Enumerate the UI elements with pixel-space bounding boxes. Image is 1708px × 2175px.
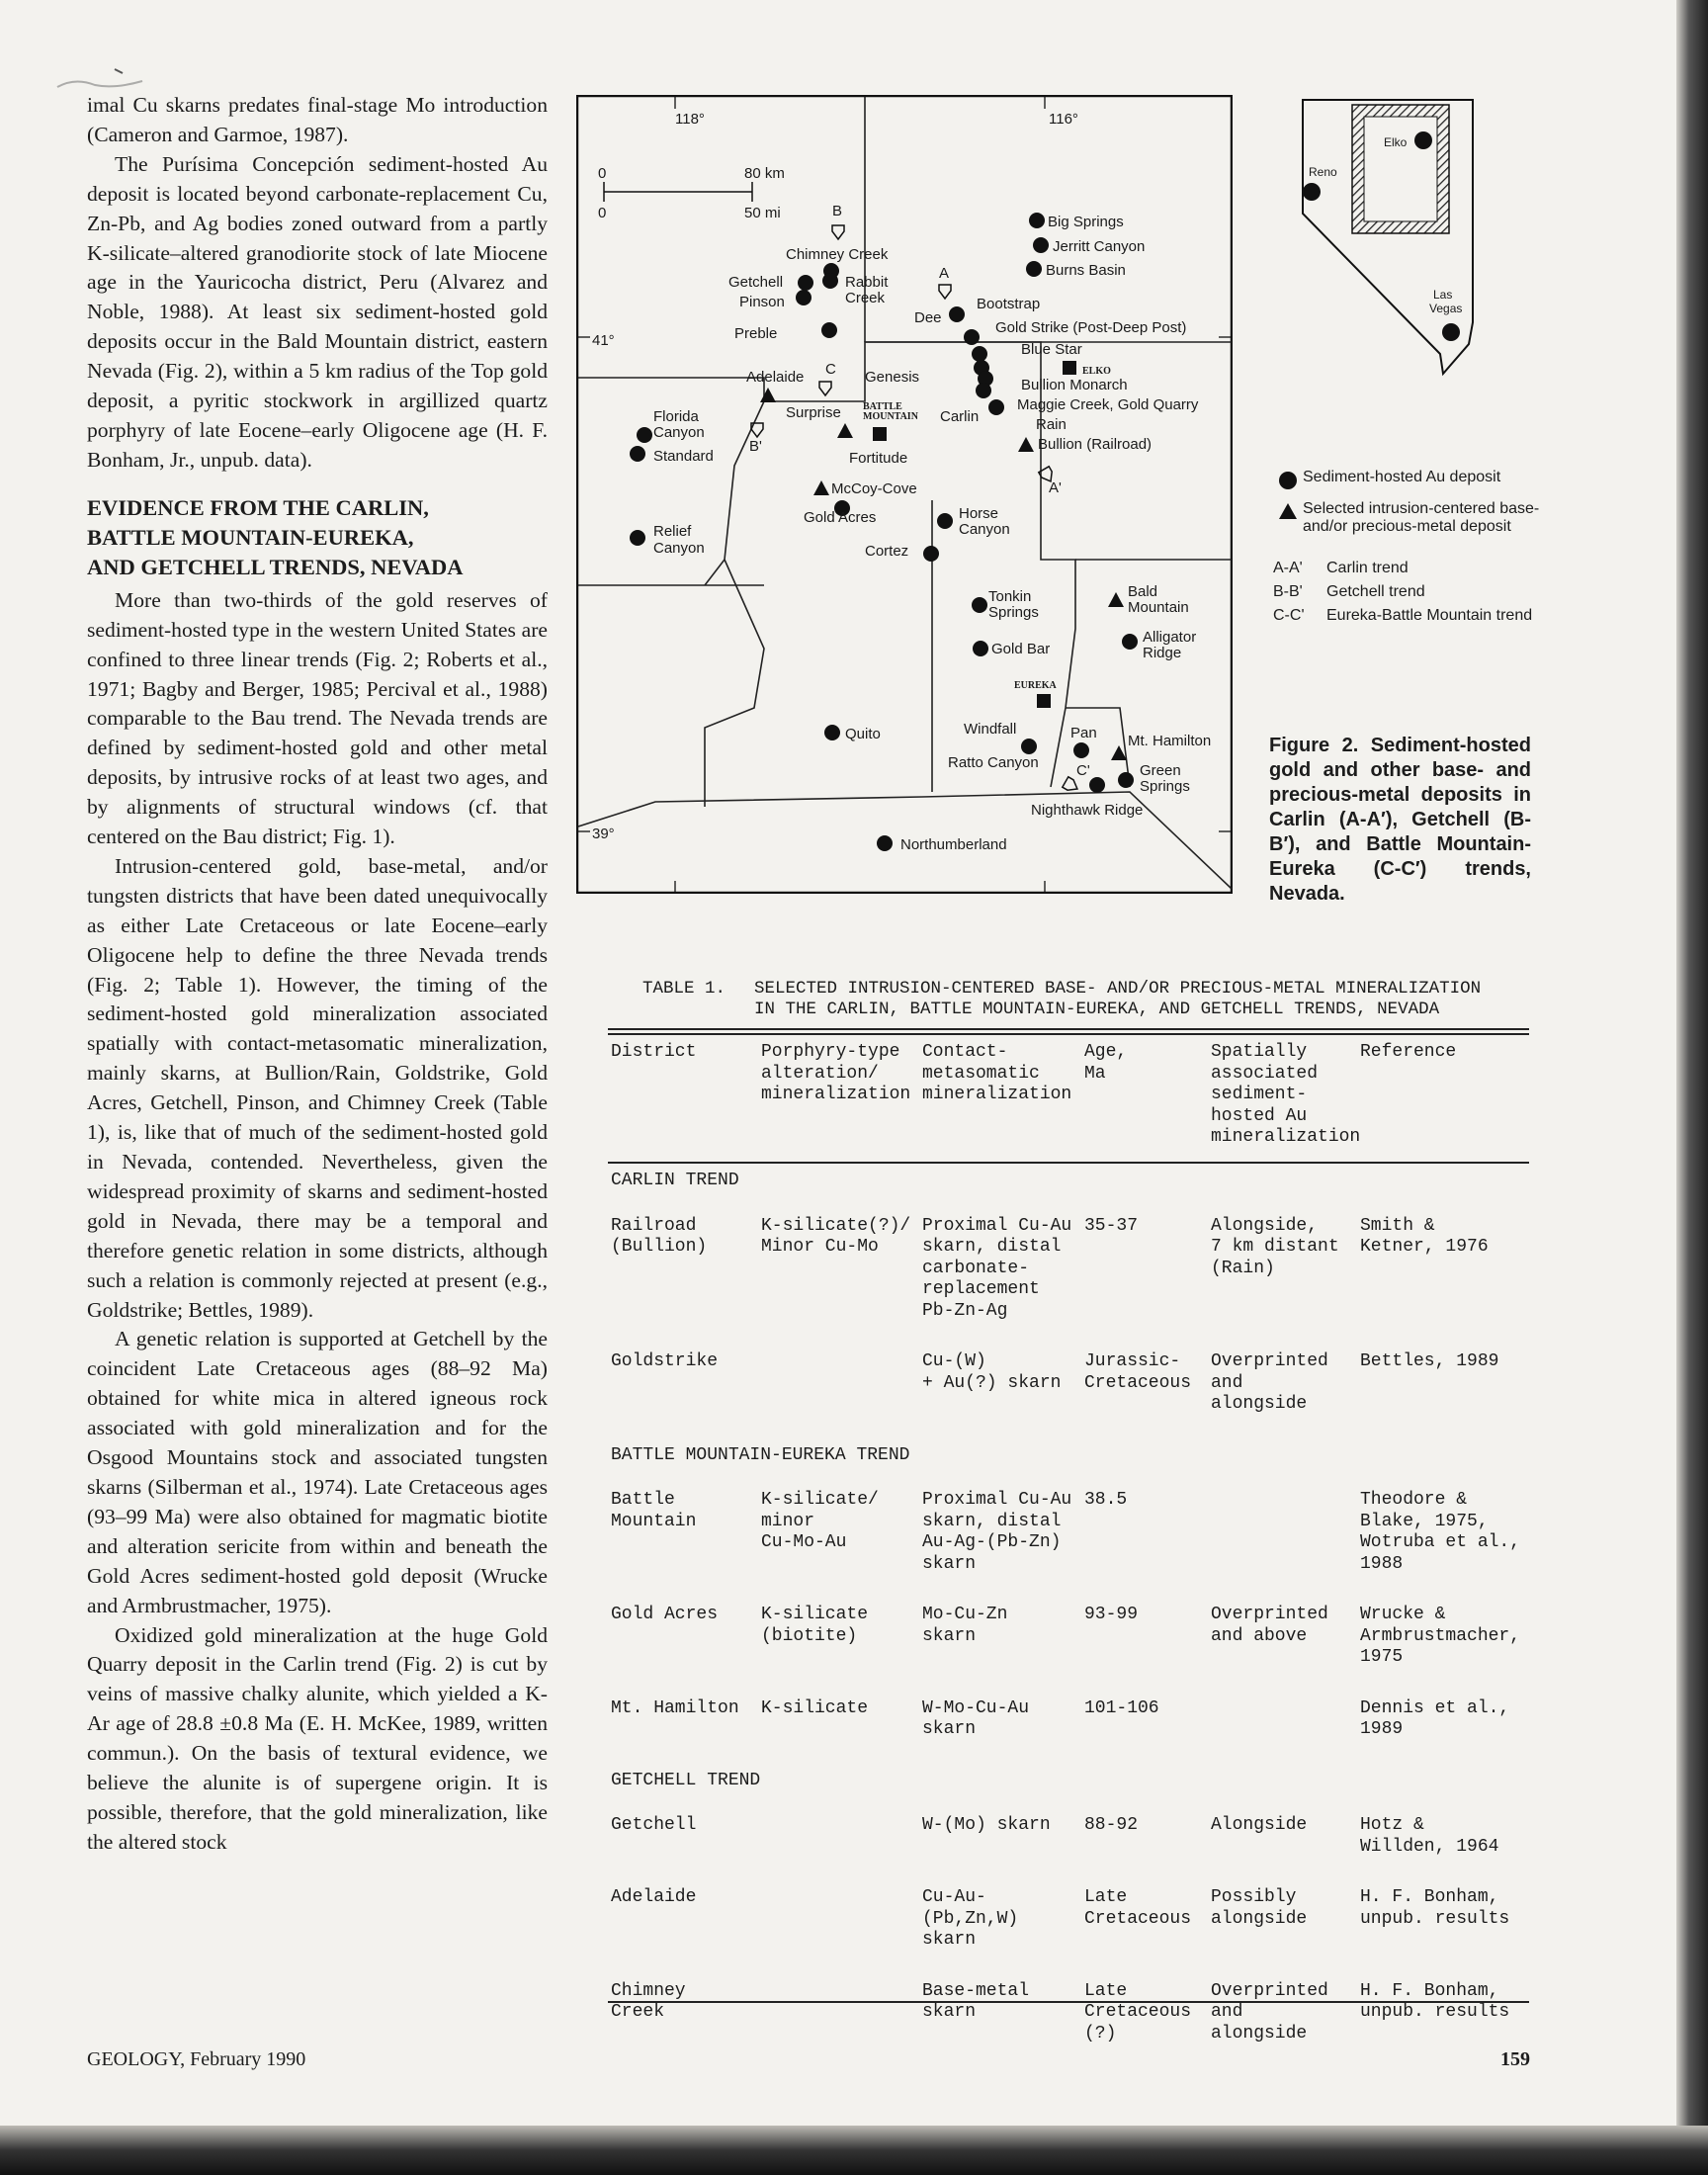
deposit-label: Maggie Creek, Gold Quarry (1017, 396, 1199, 413)
deposit-label: Dee (914, 309, 942, 326)
column-header: Reference (1360, 1042, 1457, 1062)
deposit-label: Carlin (940, 408, 980, 425)
column-header: Porphyry-type alteration/ mineralization (761, 1042, 911, 1104)
deposit-label: Gold Strike (Post-Deep Post) (995, 319, 1187, 336)
deposit-label: Genesis (865, 369, 920, 386)
figure-caption: Figure 2. Sediment-hosted gold and other base- and precious-metal deposits in Carlin (A-A′), Getchell (B-B′), and Battle Mountain-Eureka (C-C′) trends, Nevada. (1269, 735, 1531, 905)
deposit-dot (1029, 213, 1045, 228)
deposit-label: Relief (653, 523, 692, 540)
table-cell: Cu-(W) + Au(?) skarn (922, 1351, 1062, 1393)
table-cell: Overprinted and above (1211, 1605, 1328, 1646)
paragraph: Oxidized gold mineralization at the huge Gold Quarry deposit in the Carlin trend (Fig. 2) is cut by veins of massive chalky alunite, which yielded a K-Ar age of 28.8 ±0.8 Ma (E. H. McKee, 1989, written commun.). On the basis of textural evidence, we believe the alunite is of supergene origin. It is possible, therefore, that the gold mineralization, like the altered stock (87, 1622, 548, 1854)
table-cell: Overprinted and alongside (1211, 1351, 1328, 1414)
column-header: Contact- metasomatic mineralization (922, 1042, 1072, 1104)
deposit-label: Springs (988, 604, 1039, 621)
column-header: Age, Ma (1084, 1042, 1128, 1084)
table-cell: Proximal Cu-Au skarn, distal Au-Ag-(Pb-Zn) skarn (922, 1490, 1072, 1574)
deposit-label: Big Springs (1048, 214, 1124, 230)
heading-line: EVIDENCE FROM THE CARLIN, (87, 494, 429, 520)
deposit-dot (798, 275, 813, 291)
scale-zero: 0 (598, 205, 607, 221)
trend-marker-label: A' (1049, 479, 1062, 496)
table-title-line: IN THE CARLIN, BATTLE MOUNTAIN-EUREKA, AND GETCHELL TRENDS, NEVADA (754, 1000, 1440, 1019)
deposit-label: Cortez (865, 543, 909, 560)
deposit-label: Standard (653, 448, 714, 465)
scan-edge-bottom (0, 2126, 1708, 2175)
longitude-label: 118° (675, 111, 705, 128)
deposit-label: Canyon (959, 521, 1010, 538)
section-header: GETCHELL TREND (611, 1770, 761, 1790)
deposit-dot (988, 399, 1004, 415)
deposit-dot (637, 427, 652, 443)
deposit-label: Green (1140, 762, 1181, 779)
trend-key: A-A' (1273, 560, 1303, 576)
heading-line: BATTLE MOUNTAIN-EUREKA, (87, 524, 414, 550)
table-rule-top (608, 1028, 1529, 1030)
longitude-label: 116° (1049, 111, 1078, 128)
town-square (1063, 361, 1076, 375)
deposit-label: Mountain (1128, 599, 1189, 616)
deposit-label: Ratto Canyon (948, 754, 1039, 771)
intrusion-triangle (1108, 592, 1124, 607)
deposit-label: Alligator (1143, 629, 1197, 646)
trend-arrow-icon (832, 225, 844, 239)
deposit-dot (949, 306, 965, 322)
table-cell: Alongside (1211, 1815, 1308, 1835)
deposit-label: Canyon (653, 424, 705, 441)
legend-label: Sediment-hosted Au deposit (1303, 469, 1501, 485)
table-cell: H. F. Bonham, unpub. results (1360, 1887, 1510, 1929)
section-header: CARLIN TREND (611, 1171, 739, 1190)
section-heading (87, 493, 548, 582)
table-cell: Mt. Hamilton (611, 1697, 739, 1718)
scan-edge-right (1676, 0, 1708, 2175)
table-cell: W-(Mo) skarn (922, 1815, 1051, 1835)
deposit-dot (1118, 772, 1134, 788)
table-cell: Chimney Creek (611, 1980, 686, 2022)
deposit-label: Pan (1070, 725, 1097, 741)
latitude-label: 39° (592, 826, 615, 842)
table-cell: K-silicate (761, 1697, 869, 1718)
town-label: MOUNTAIN (863, 411, 918, 422)
deposit-dot (972, 597, 987, 613)
deposit-label: Northumberland (900, 836, 1007, 853)
table-cell: 35-37 (1084, 1215, 1139, 1236)
table-title-text (754, 979, 1481, 1020)
deposit-label: Windfall (964, 721, 1017, 738)
legend-label: Selected intrusion-centered base- and/or precious-metal deposit (1303, 500, 1540, 535)
deposit-label: Creek (845, 290, 886, 306)
trend-label: Getchell trend (1326, 583, 1425, 600)
deposit-dot (1026, 261, 1042, 277)
journal-footer: GEOLOGY, February 1990 (87, 2048, 306, 2070)
deposit-label: Bootstrap (977, 296, 1041, 312)
deposit-label: McCoy-Cove (831, 480, 917, 497)
intrusion-triangle (760, 388, 776, 402)
deposit-dot (630, 446, 645, 462)
deposit-dot (923, 546, 939, 562)
deposit-dot (877, 835, 893, 851)
table-cell: 101-106 (1084, 1697, 1159, 1718)
trend-arrow-icon (939, 285, 951, 299)
filled-circle-icon (1273, 469, 1303, 490)
table-cell: Proximal Cu-Au skarn, distal carbonate- replacement Pb-Zn-Ag (922, 1215, 1072, 1321)
table-cell: Jurassic- Cretaceous (1084, 1351, 1192, 1393)
intrusion-triangle (813, 480, 829, 495)
table-cell: K-silicate(?)/ Minor Cu-Mo (761, 1215, 911, 1257)
trend-marker-label: B' (749, 438, 762, 455)
deposit-label: Blue Star (1021, 341, 1082, 358)
deposit-label: Canyon (653, 540, 705, 557)
town-label: Reno (1309, 165, 1337, 179)
table-cell: Possibly alongside (1211, 1887, 1308, 1929)
table-cell: Getchell (611, 1815, 697, 1835)
deposit-dot (822, 273, 838, 289)
scale-km: 80 km (744, 165, 785, 182)
deposit-dot (1073, 742, 1089, 758)
paragraph: More than two-thirds of the gold reserves of sediment-hosted type in the western United States are confined to three linear trends (Fig. 2; Roberts et al., 1971; Bagby and Berger, 1985; Percival et al., 1988) comparable to the Bau trend. The Nevada trends are defined by sediment-hosted gold and other metal deposits, by intrusive rocks of at least two ages, and by alignments of structural windows (cf. that centered on the Bau district; Fig. 1). (87, 587, 548, 849)
town-square (1037, 694, 1051, 708)
deposit-label: Jerritt Canyon (1053, 238, 1146, 255)
map-legend (1273, 469, 1540, 631)
paragraph: The Purísima Concepción sediment-hosted Au deposit is located beyond carbonate-replacement Cu, Zn-Pb, and Ag bodies zoned outward from a partly K-silicate–altered granodiorite stock of late Miocene age in the Yauricocha district, Peru (Alvarez and Noble, 1988). At least six sediment-hosted gold deposits occur in the Bald Mountain district, eastern Nevada (Fig. 2), within a 5 km radius of the Top gold deposit, a pyritic stockwork in argillized quartz porphyry of late Eocene–early Oligocene age (H. F. Bonham, Jr., unpub. data). (87, 151, 548, 472)
deposit-label: Bald (1128, 583, 1158, 600)
deposit-label: Burns Basin (1046, 262, 1126, 279)
deposit-dot (972, 346, 987, 362)
town-label: BATTLE (863, 401, 902, 412)
table-cell: 38.5 (1084, 1490, 1128, 1510)
deposit-dot (1089, 777, 1105, 793)
deposit-dot (964, 329, 980, 345)
deposit-label: Preble (734, 325, 778, 342)
trend-label: Eureka-Battle Mountain trend (1326, 607, 1533, 624)
table-cell: H. F. Bonham, unpub. results (1360, 1980, 1510, 2022)
deposit-dot (1021, 739, 1037, 754)
deposit-label: Nighthawk Ridge (1031, 802, 1144, 819)
legend-trend (1273, 607, 1540, 625)
table-cell: Gold Acres (611, 1605, 719, 1624)
deposit-label: Gold Acres (804, 509, 877, 526)
deposit-label: Getchell (728, 274, 784, 291)
town-label: Vegas (1429, 302, 1463, 315)
deposit-dot (973, 641, 988, 656)
town-label: Las (1433, 288, 1453, 302)
trend-key: B-B' (1273, 583, 1303, 600)
table-label: TABLE 1. (642, 979, 726, 999)
deposit-label: Fortitude (849, 450, 908, 467)
table-cell: Mo-Cu-Zn skarn (922, 1605, 1008, 1646)
deposit-label: Horse (959, 505, 999, 522)
table-rule-header (608, 1162, 1529, 1164)
deposit-dot (630, 530, 645, 546)
deposit-label: Bullion (Railroad) (1038, 436, 1153, 453)
table-cell: Wrucke & Armbrustmacher, 1975 (1360, 1605, 1521, 1667)
deposit-dot (821, 322, 837, 338)
column-header: Spatially associated sediment- hosted Au mineralization (1211, 1042, 1361, 1147)
trend-arrow-icon (1063, 777, 1080, 794)
trend-label: Carlin trend (1326, 560, 1409, 576)
deposit-label: Pinson (739, 294, 785, 310)
deposit-label: Adelaide (746, 369, 805, 386)
deposit-label: Chimney Creek (786, 246, 889, 263)
table-cell: Bettles, 1989 (1360, 1351, 1499, 1371)
legend-trend (1273, 560, 1540, 577)
scale-zero: 0 (598, 165, 607, 182)
deposit-dot (824, 725, 840, 740)
intrusion-triangle (1018, 437, 1034, 452)
heading-line: AND GETCHELL TRENDS, NEVADA (87, 554, 464, 579)
table-cell: Railroad (Bullion) (611, 1215, 708, 1257)
legend-trend (1273, 583, 1540, 601)
town-label: ELKO (1082, 366, 1111, 377)
deposit-dot (976, 383, 991, 398)
deposit-label: Quito (845, 726, 881, 742)
table-cell: Theodore & Blake, 1975, Wotruba et al., 1988 (1360, 1490, 1521, 1574)
table-cell: W-Mo-Cu-Au skarn (922, 1697, 1030, 1739)
town-label: EUREKA (1014, 680, 1057, 691)
table-cell: K-silicate (biotite) (761, 1605, 869, 1646)
scale-mi: 50 mi (744, 205, 781, 221)
town-dot (1303, 183, 1321, 201)
table-cell: Late Cretaceous (1084, 1887, 1192, 1929)
town-dot (1442, 323, 1460, 341)
trend-marker-label: C (825, 361, 836, 378)
town-dot (1414, 131, 1432, 149)
table-cell: Base-metal skarn (922, 1980, 1030, 2022)
deposit-dot (1033, 237, 1049, 253)
town-label: Elko (1384, 135, 1408, 149)
deposit-label: Mt. Hamilton (1128, 733, 1212, 749)
nevada-inset-map (1285, 95, 1483, 382)
table-cell: Late Cretaceous (?) (1084, 1980, 1192, 2044)
column-header: District (611, 1042, 697, 1062)
table-cell: Hotz & Willden, 1964 (1360, 1815, 1499, 1857)
table-cell: 88-92 (1084, 1815, 1139, 1835)
legend-circle-row (1273, 469, 1540, 490)
deposit-dot (937, 513, 953, 529)
deposit-label: Tonkin (988, 588, 1032, 605)
latitude-label: 41° (592, 332, 615, 349)
trend-key: C-C' (1273, 607, 1305, 624)
page-number: 159 (1500, 2048, 1530, 2070)
nevada-trend-map (576, 95, 1233, 894)
table-cell: Overprinted and alongside (1211, 1980, 1328, 2044)
deposit-dot (1122, 634, 1138, 650)
paragraph: Intrusion-centered gold, base-metal, and/or tungsten districts that have been dated unequivocally as either Late Cretaceous or late Eocene–early Oligocene help to define the three Nevada trends (Fig. 2; Table 1). However, the timing of the sediment-hosted gold mineralization associated spatially with contact-metasomatic mineralization, mainly skarns, at Bullion/Rain, Goldstrike, Gold Acres, Getchell, Pinson, and Chimney Creek (Table 1), is, like that of much of the sediment-hosted gold in Nevada, contended. Nevertheless, given the widespread proximity of skarns and sediment-hosted gold in Nevada, there may be a temporal and therefore genetic relation in some districts, although such a relation is commonly rejected at present (e.g., Goldstrike; Bettles, 1989). (87, 853, 548, 1322)
table-cell: Dennis et al., 1989 (1360, 1697, 1510, 1739)
table-cell: Alongside, 7 km distant (Rain) (1211, 1215, 1339, 1278)
intrusion-triangle (837, 423, 853, 438)
left-column-text (87, 91, 548, 1858)
trend-marker-label: C' (1076, 762, 1090, 779)
table-title-line: SELECTED INTRUSION-CENTERED BASE- AND/OR PRECIOUS-METAL MINERALIZATION (754, 979, 1482, 999)
table-cell: Cu-Au- (Pb,Zn,W) skarn (922, 1887, 1019, 1950)
table-cell: Goldstrike (611, 1351, 719, 1371)
paragraph: imal Cu skarns predates final-stage Mo introduction (Cameron and Garmoe, 1987). (87, 93, 548, 146)
deposit-label: Gold Bar (991, 641, 1051, 657)
table-cell: Battle Mountain (611, 1490, 697, 1531)
deposit-dot (796, 290, 811, 305)
deposit-label: Bullion Monarch (1021, 377, 1128, 393)
town-square (873, 427, 887, 441)
trend-marker-label: B (832, 203, 843, 219)
table-cell: Smith & Ketner, 1976 (1360, 1215, 1489, 1257)
table-rule-top (608, 1033, 1529, 1035)
scale-bar (598, 165, 785, 221)
legend-triangle-row (1273, 500, 1540, 536)
deposit-label: Rain (1036, 416, 1067, 433)
deposit-label: Florida (653, 408, 699, 425)
deposit-label: Springs (1140, 778, 1190, 795)
paragraph: A genetic relation is supported at Getchell by the coincident Late Cretaceous ages (88–92 Ma) obtained for white mica in altered igneous rock associated with gold mineralization and for the Osgood Mountains stock and associated tungsten skarns (Silberman et al., 1974). Late Cretaceous ages (93–99 Ma) were also obtained for magmatic biotite and alteration sericite from within and beneath the Gold Acres sediment-hosted gold deposit (Wrucke and Armbrustmacher, 1975). (87, 1327, 548, 1617)
trend-marker-label: A (939, 265, 950, 282)
section-header: BATTLE MOUNTAIN-EUREKA TREND (611, 1444, 910, 1465)
deposit-label: Surprise (786, 404, 841, 421)
table-cell: Adelaide (611, 1887, 697, 1907)
deposit-label: Ridge (1143, 645, 1182, 661)
table-cell: 93-99 (1084, 1605, 1139, 1624)
trend-arrow-icon (819, 382, 831, 395)
deposit-label: Rabbit (845, 274, 889, 291)
deposit-symbols (630, 213, 1138, 851)
filled-triangle-icon (1273, 500, 1303, 520)
table-cell: K-silicate/ minor Cu-Mo-Au (761, 1490, 879, 1552)
